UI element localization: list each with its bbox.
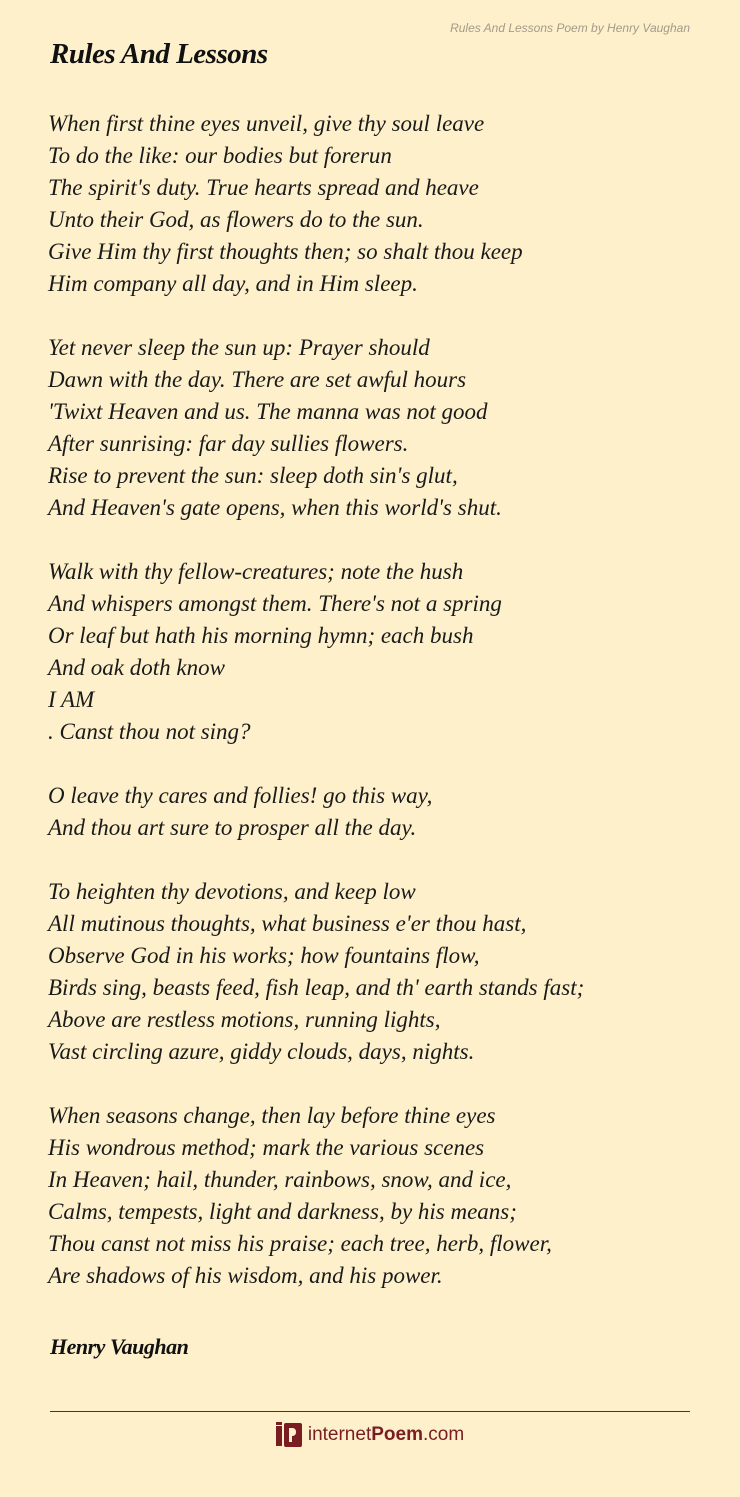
poem-line: Unto their God, as flowers do to the sun. [48, 207, 424, 232]
poem-line: When seasons change, then lay before thine eyes [48, 1103, 496, 1128]
poem-line: O leave thy cares and follies! go this way, [48, 783, 433, 808]
poem-line: In Heaven; hail, thunder, rainbows, snow, and ice, [48, 1167, 512, 1192]
poem-line: And thou art sure to prosper all the day. [48, 815, 417, 840]
poem-line: Or leaf but hath his morning hymn; each bush [48, 623, 474, 648]
poem-line: Dawn with the day. There are set awful hours [48, 367, 467, 392]
stanza [48, 876, 698, 1068]
poem-line: Walk with thy fellow-creatures; note the hush [48, 559, 464, 584]
poem-title: Rules And Lessons [50, 38, 268, 70]
poem-line: After sunrising: far day sullies flowers. [48, 431, 409, 456]
poem-line: Him company all day, and in Him sleep. [48, 271, 418, 296]
brand-name [308, 1424, 464, 1446]
poem-line: The spirit's duty. True hearts spread and heave [48, 175, 479, 200]
poem-line: Yet never sleep the sun up: Prayer should [48, 335, 430, 360]
poem-line: And Heaven's gate opens, when this world's shut. [48, 495, 502, 520]
poem-line: Rise to prevent the sun: sleep doth sin's glut, [48, 463, 458, 488]
poem-line: His wondrous method; mark the various scenes [48, 1135, 485, 1160]
stanza [48, 556, 698, 748]
stanza [48, 108, 698, 300]
footer-divider [50, 1411, 690, 1412]
poem-line: Thou canst not miss his praise; each tree, herb, flower, [48, 1231, 552, 1256]
poem-credit: Rules And Lessons Poem by Henry Vaughan [450, 21, 690, 35]
poem-line: To heighten thy devotions, and keep low [48, 879, 416, 904]
poem-author: Henry Vaughan [50, 1334, 189, 1359]
internetpoem-logo-icon [276, 1422, 302, 1448]
poem-line: Give Him thy first thoughts then; so shalt thou keep [48, 239, 523, 264]
poem-line: And whispers amongst them. There's not a spring [48, 591, 502, 616]
brand-prefix: internet [307, 1424, 372, 1445]
poem-line: . Canst thou not sing? [48, 719, 251, 744]
poem-line: Observe God in his works; how fountains flow, [48, 943, 480, 968]
poem-line: Birds sing, beasts feed, fish leap, and th' earth stands fast; [48, 975, 585, 1000]
poem-line: All mutinous thoughts, what business e'er thou hast, [48, 911, 527, 936]
internetpoem-brand-link[interactable] [0, 1422, 740, 1448]
poem-line: Are shadows of his wisdom, and his power. [48, 1263, 443, 1288]
poem-line: When first thine eyes unveil, give thy soul leave [48, 111, 485, 136]
stanza [48, 1100, 698, 1292]
brand-suffix: .com [422, 1424, 465, 1445]
poem-line: Vast circling azure, giddy clouds, days, nights. [48, 1039, 475, 1064]
stanza [48, 780, 698, 844]
stanza [48, 332, 698, 524]
poem-line: Calms, tempests, light and darkness, by his means; [48, 1199, 517, 1224]
poem-line: And oak doth know [48, 655, 225, 680]
poem-body [48, 108, 698, 1324]
poem-line: 'Twixt Heaven and us. The manna was not good [48, 399, 488, 424]
poem-line: To do the like: our bodies but forerun [48, 143, 392, 168]
brand-bold: Poem [371, 1424, 423, 1445]
poem-line: Above are restless motions, running lights, [48, 1007, 441, 1032]
poem-line: I AM [48, 687, 95, 712]
